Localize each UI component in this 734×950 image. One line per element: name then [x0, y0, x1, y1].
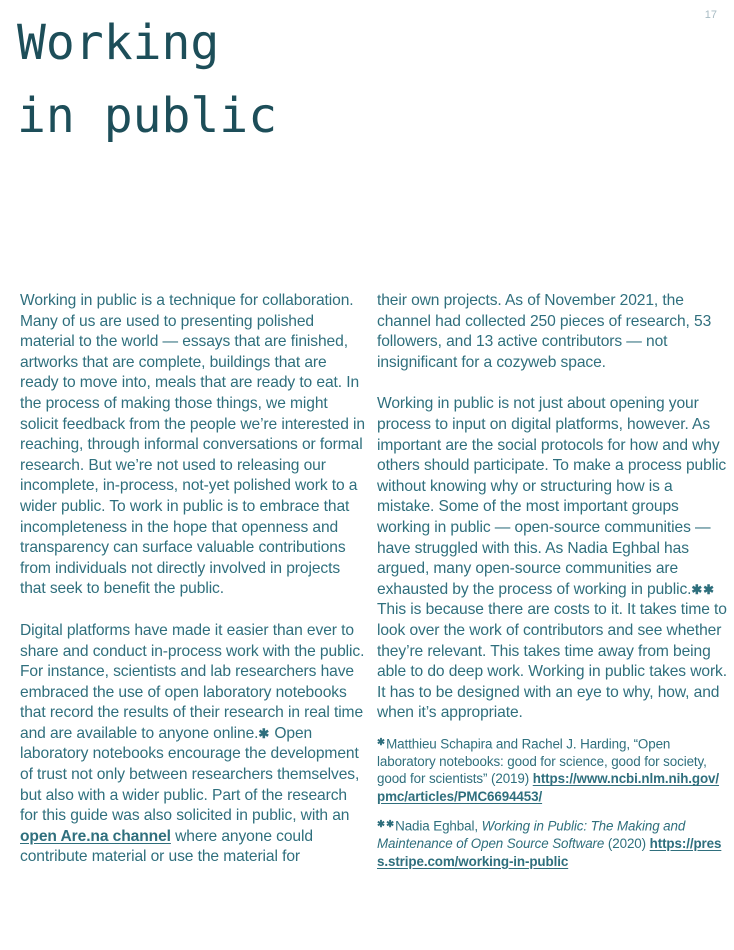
asterisk-marker: ✱	[258, 725, 271, 741]
page-title-line-2: in public	[17, 88, 278, 144]
text-run: Matthieu Schapira and Rachel J. Harding, “Open laboratory notebooks: good for science, good for society, good for scientists” (2019)	[377, 736, 707, 787]
text-run: where anyone could contribute material or use the material for	[20, 827, 313, 866]
text-link[interactable]: open Are.na channel	[20, 827, 171, 845]
text-link[interactable]: https://press.stripe.com/working-in-public	[377, 836, 722, 869]
asterisk-marker: ✱✱	[377, 819, 396, 831]
text-run: Digital platforms have made it easier than ever to share and conduct in-process work with the public. For instance, scientists and lab researchers have embraced the use of open laboratory notebooks that record the results of their research in real time and are available to anyone online.	[20, 621, 365, 742]
left-column	[20, 291, 367, 868]
paragraph	[377, 291, 727, 373]
paragraph	[20, 291, 367, 600]
text-link[interactable]: https://www.ncbi.nlm.nih.gov/pmc/articles/PMC6694453/	[377, 771, 720, 804]
text-run: Working in Public: The Making and Maintenance of Open Source Software	[377, 818, 686, 852]
text-run: Open laboratory notebooks encourage the development of trust not only between researchers themselves, but also with a wider public. Part of the research for this guide was also solicited in public, with an	[20, 724, 360, 825]
footnotes	[377, 734, 727, 870]
footnote	[377, 816, 727, 870]
text-run: Working in public is a technique for collaboration. Many of us are used to presenting polished material to the world — essays that are finished, artworks that are complete, buildings that are ready to move into, meals that are ready to eat. In the process of making those things, we might solicit feedback from the people we’re interested in reaching, through informal conversations or formal research. But we’re not used to releasing our incomplete, in-process, not-yet polished work to a wider public. To work in public is to embrace that incompleteness in the hope that openness and transparency can surface valuable contributions from individuals not directly involved in projects that seek to benefit the public.	[20, 292, 365, 598]
page-number: 17	[704, 9, 717, 21]
text-run: (2020)	[604, 836, 650, 852]
asterisk-marker: ✱✱	[691, 581, 715, 597]
text-run: This is because there are costs to it. It takes time to look over the work of contributors and see whether they’re relevant. This takes time away from being able to do deep work. Working in public takes work. It has to be designed with an eye to why, how, and when it’s appropriate.	[377, 601, 727, 722]
page-title-line-1: Working	[17, 15, 220, 71]
paragraph	[20, 621, 367, 868]
asterisk-marker: ✱	[377, 736, 387, 748]
paragraph	[377, 394, 727, 724]
footnote	[377, 734, 727, 805]
right-column-paragraphs	[377, 291, 727, 724]
text-run: their own projects. As of November 2021, the channel had collected 250 pieces of research, 53 followers, and 13 active contributors — not insignificant for a cozyweb space.	[377, 292, 712, 371]
right-column	[377, 291, 727, 881]
text-run: Working in public is not just about opening your process to input on digital platforms, however. As important are the social protocols for how and why others should participate. To make a process public without knowing why or structuring how is a mistake. Some of the most important groups working in public — open-source communities — have struggled with this. As Nadia Eghbal has argued, many open-source communities are exhausted by the process of working in public.	[377, 395, 727, 598]
text-run: Nadia Eghbal,	[395, 818, 482, 834]
page-title	[17, 7, 277, 153]
